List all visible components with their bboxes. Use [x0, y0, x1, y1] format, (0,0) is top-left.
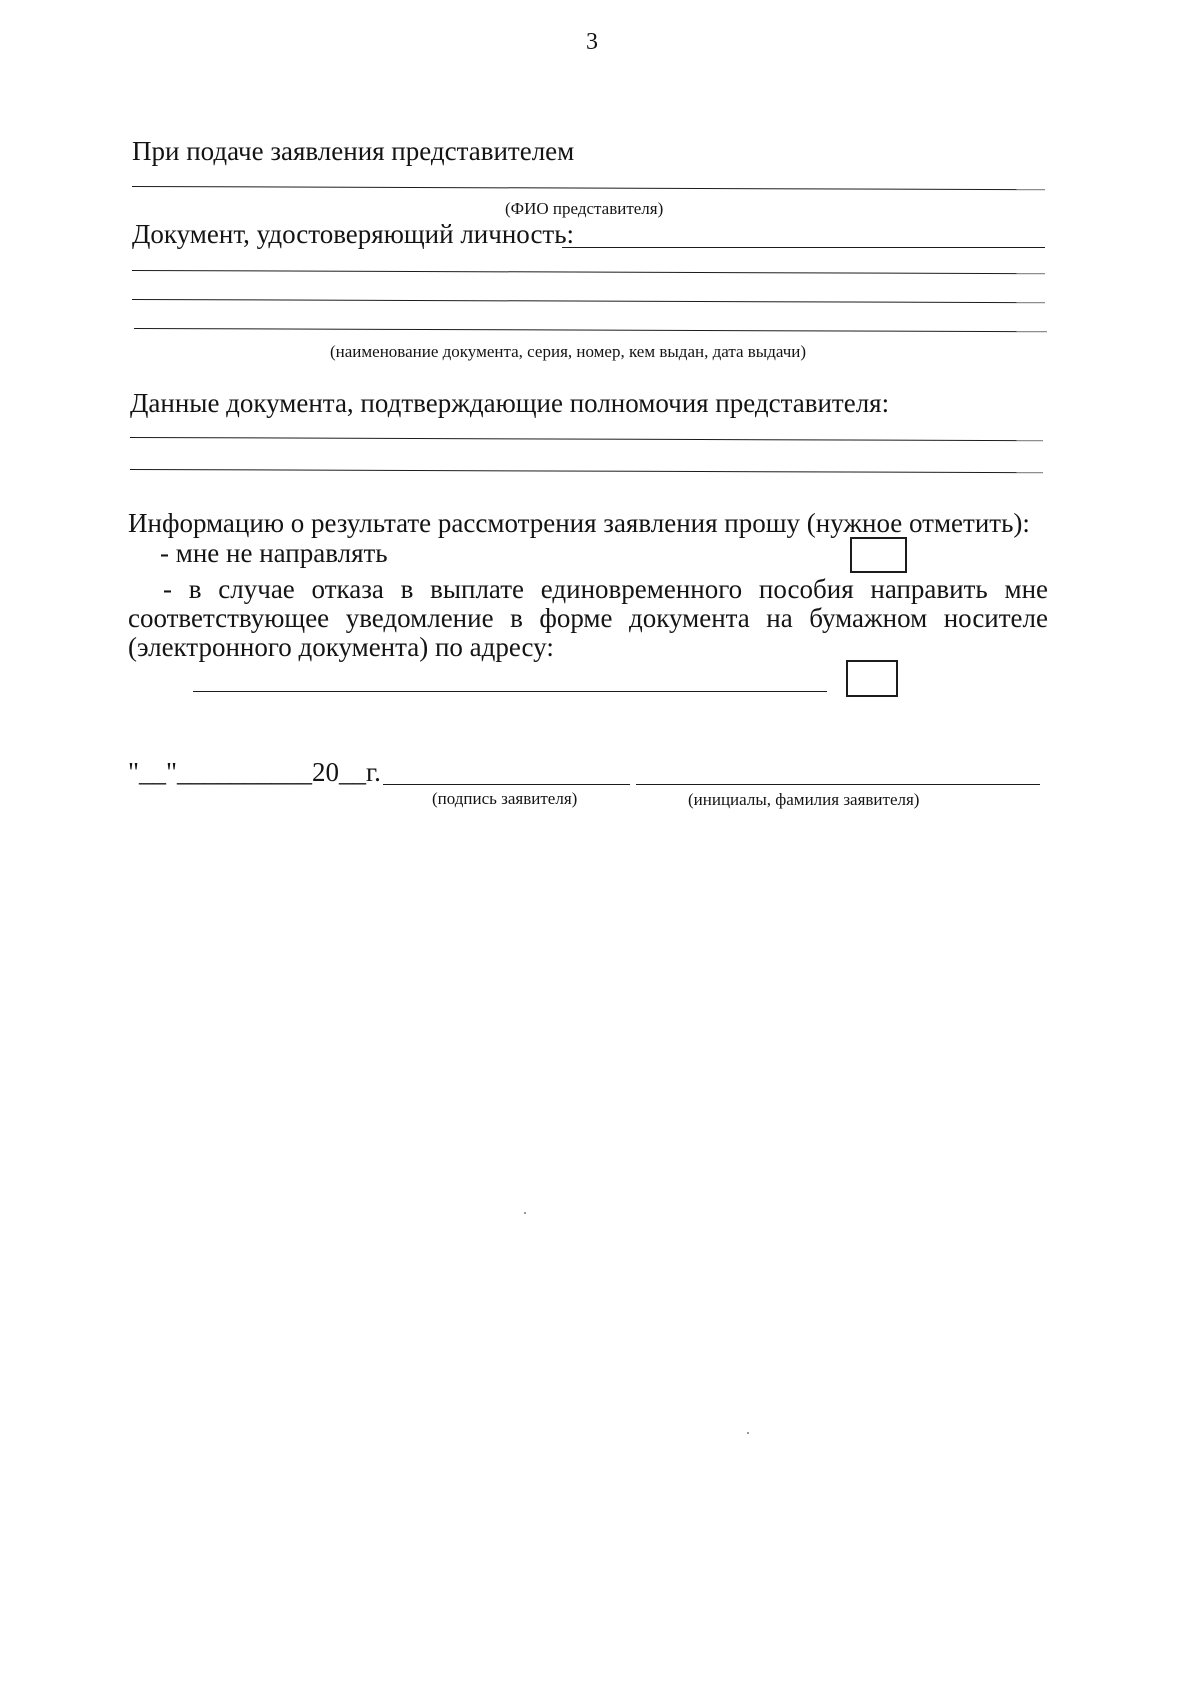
signature-line[interactable]	[383, 784, 630, 785]
id-document-line-3[interactable]	[132, 299, 1045, 303]
scan-speck	[747, 1432, 749, 1434]
option-send-line-1: - в случае отказа в выплате единовременного пособия направить мне	[163, 574, 1048, 604]
representative-fio-caption: (ФИО представителя)	[505, 199, 664, 218]
option-send-line-2: соответствующее уведомление в форме документа на бумажном носителе	[128, 603, 1048, 633]
signature-caption: (подпись заявителя)	[432, 789, 578, 808]
option-do-not-send-checkbox[interactable]	[850, 537, 907, 573]
notification-heading: Информацию о результате рассмотрения заявления прошу (нужное отметить):	[128, 508, 1030, 538]
name-line[interactable]	[636, 784, 1040, 785]
page-number: 3	[586, 29, 598, 55]
id-document-line-1[interactable]	[562, 247, 1045, 248]
id-document-line-4[interactable]	[134, 328, 1047, 332]
authority-line-1[interactable]	[130, 437, 1043, 441]
authority-line-2[interactable]	[130, 469, 1043, 473]
representative-heading: При подаче заявления представителем	[132, 136, 575, 166]
id-document-line-2[interactable]	[132, 270, 1045, 274]
authority-label: Данные документа, подтверждающие полномочия представителя:	[130, 388, 890, 418]
option-do-not-send-label: - мне не направлять	[160, 538, 388, 568]
scan-speck	[524, 1212, 526, 1214]
name-caption: (инициалы, фамилия заявителя)	[688, 790, 920, 809]
option-send-line-3: (электронного документа) по адресу:	[128, 632, 554, 662]
id-document-caption: (наименование документа, серия, номер, кем выдан, дата выдачи)	[330, 342, 807, 361]
address-line[interactable]	[193, 691, 827, 692]
date-field[interactable]: "__"__________20__г.	[128, 757, 381, 787]
id-document-label: Документ, удостоверяющий личность:	[132, 219, 575, 249]
representative-fio-line[interactable]	[132, 186, 1045, 190]
option-send-checkbox[interactable]	[846, 660, 898, 697]
